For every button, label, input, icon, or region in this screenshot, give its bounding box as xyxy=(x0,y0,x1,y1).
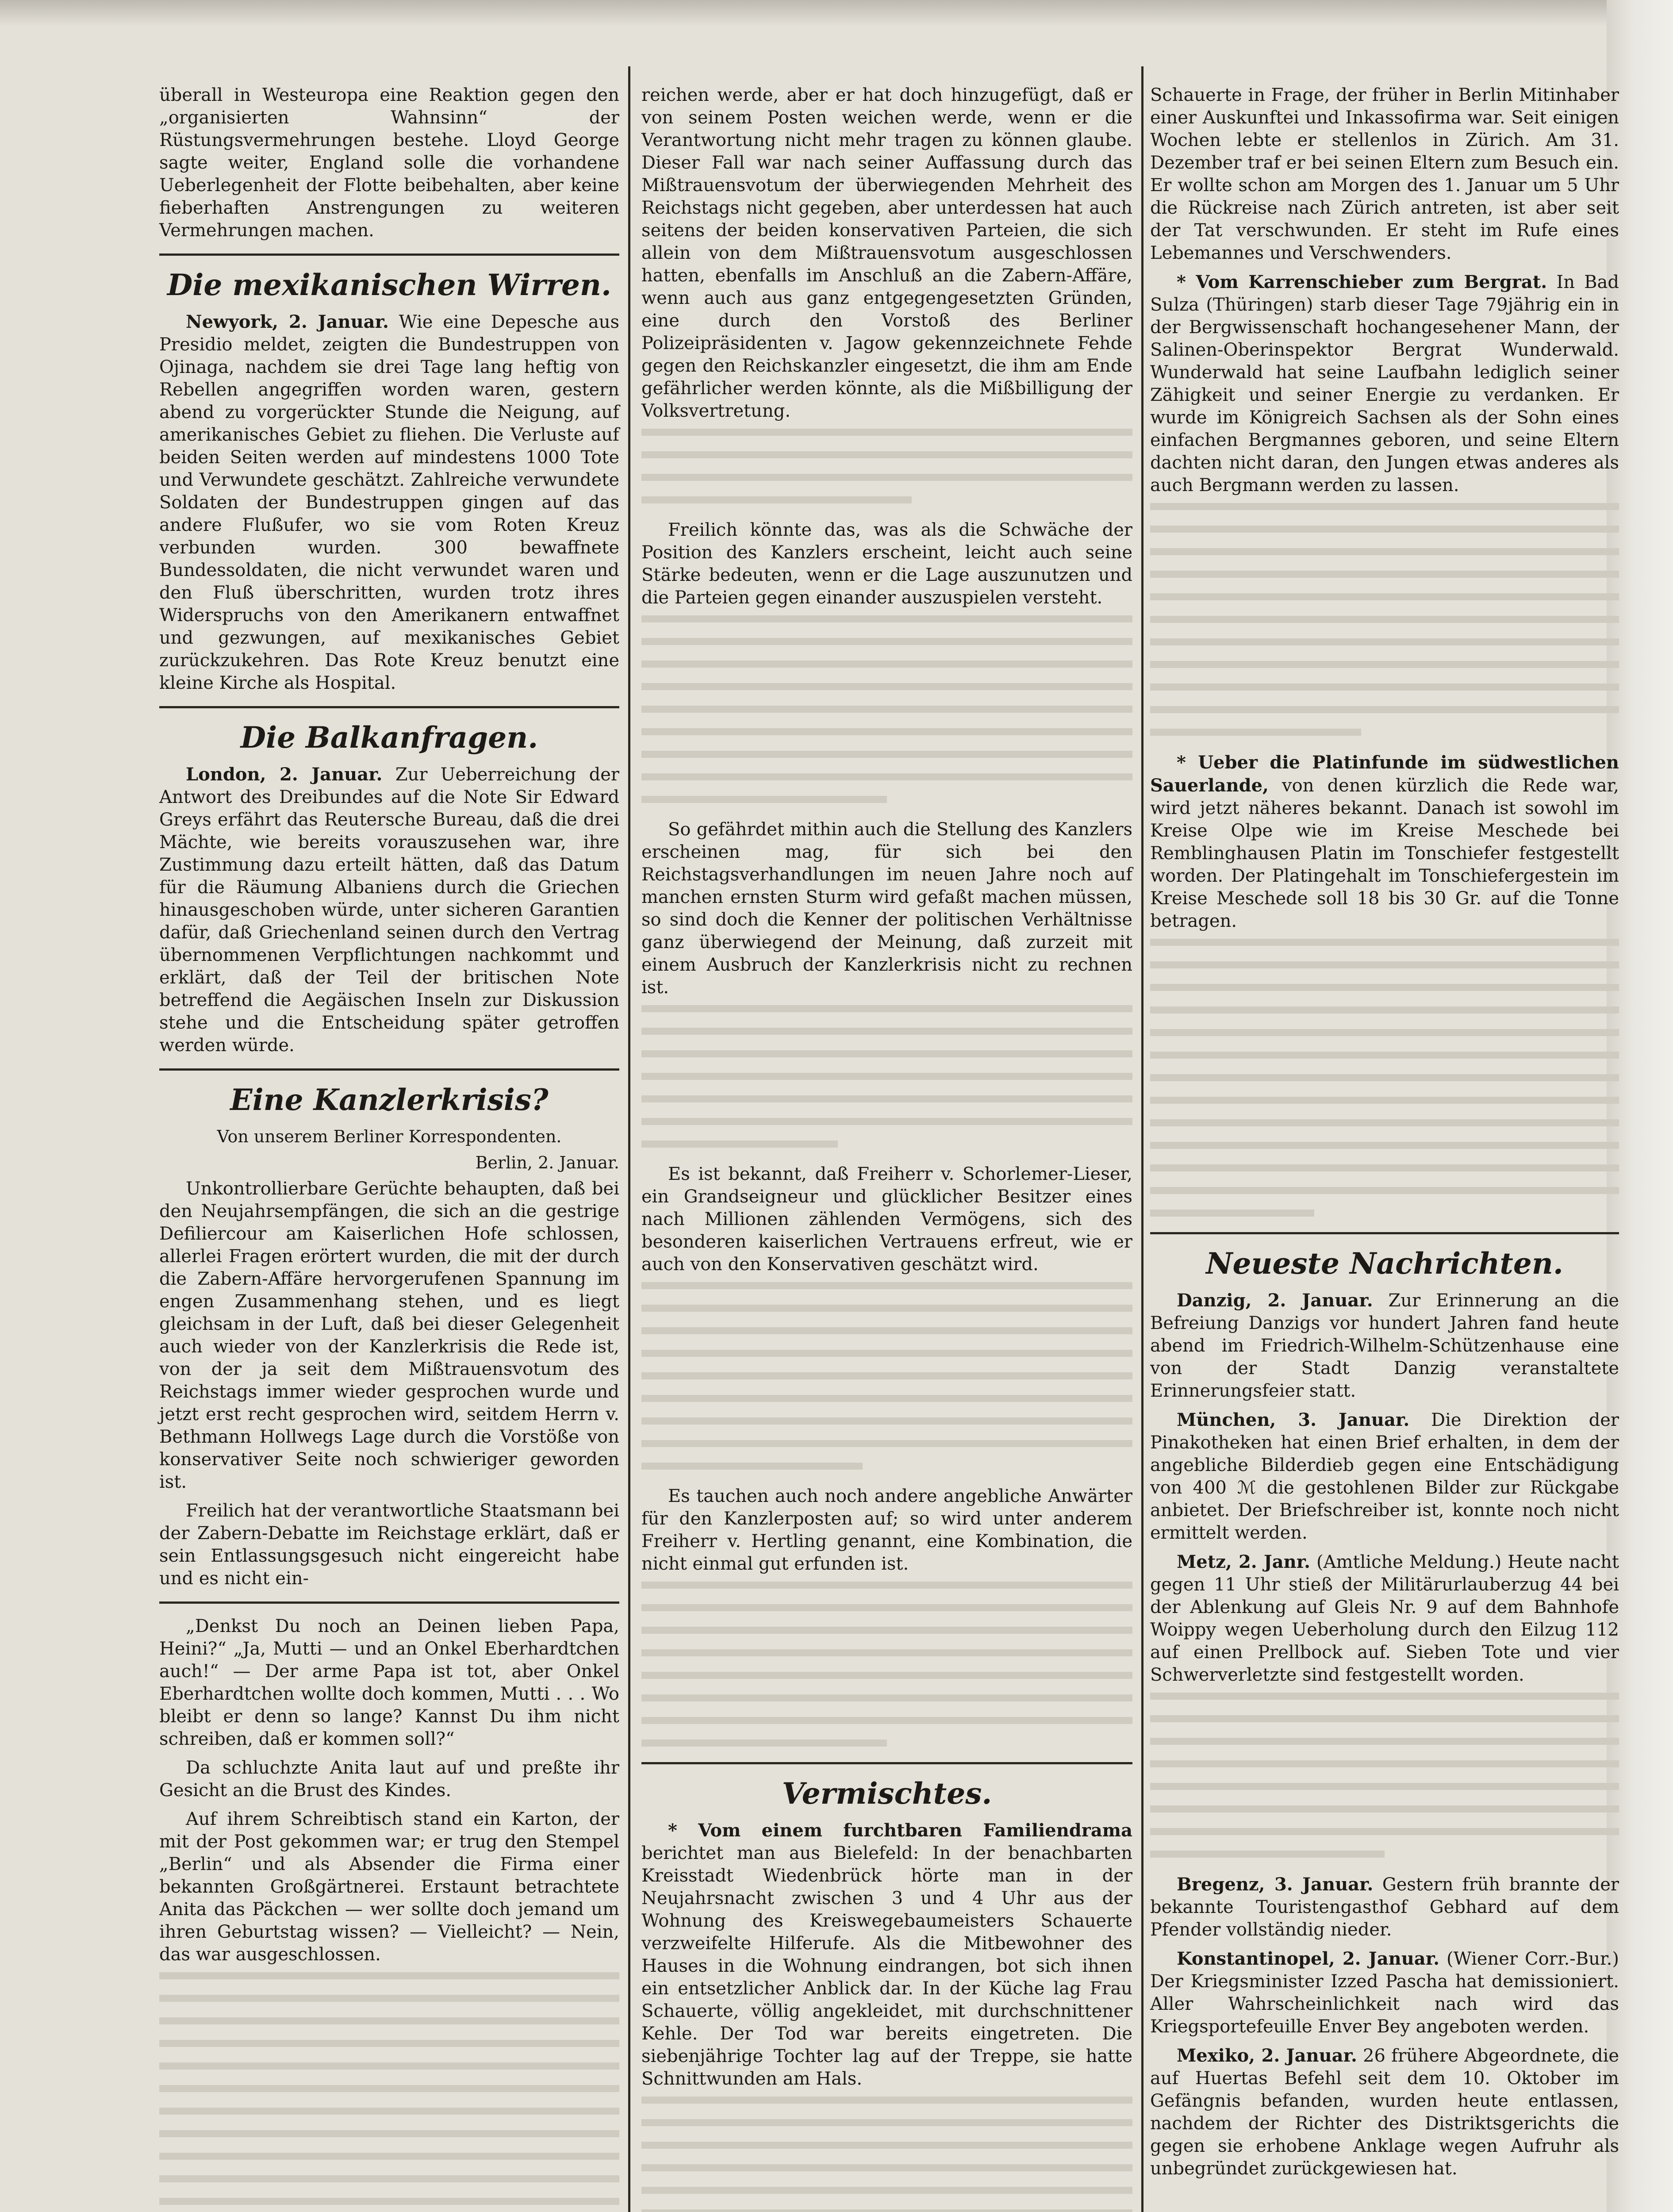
article-bergrat xyxy=(1150,271,1619,497)
column-rule-2 xyxy=(1141,66,1143,2212)
intro-text: überall in Westeuropa eine Reaktion gegen den „organisierten Wahnsinn“ der Rüstungsvermehrungen bestehe. Lloyd George sagte weiter, England solle die vorhandene Ueberlegenheit der Flotte beibehalten, aber keine fieberhaften Anstrengungen zu weiteren Vermehrungen machen. xyxy=(159,85,619,241)
article-lead: * Vom einem furchtbaren Familiendrama xyxy=(668,1820,1132,1841)
news-text-continued xyxy=(1150,1693,1619,1858)
article-text-continued xyxy=(641,1005,1132,1148)
article-paragraph: Unkontrollierbare Gerüchte behaupten, daß bei den Neujahrsempfängen, die sich an die gestrige Defiliercour am Kaiserlichen Hofe schlossen, allerlei Fragen erörtert wurden, die mit der durch die Zabern-Affäre hervorgerufenen Spannung im engen Zusammenhang stehen, und es liegt gleichsam in der Luft, daß bei dieser Gelegenheit auch wieder von der Kanzlerkrisis die Rede ist, von der ja seit dem Mißtrauensvotum des Reichstags immer wieder gesprochen wurde und jetzt erst recht gesprochen wird, seitdem Herrn v. Bethmann Hollwegs Lage durch die Vorstöße von konservativer Seite noch schwieriger geworden ist. xyxy=(159,1179,619,1492)
dateline: Berlin, 2. Januar. xyxy=(475,1153,619,1172)
article-text: Zur Ueberreichung der Antwort des Dreibundes auf die Note Sir Edward Greys erfährt das Reutersche Bureau, daß die drei Mächte, wie bereits vorauszusehen war, ihre Zustimmung dazu erteilt hätten, daß das Datum für die Räumung Albaniens durch die Griechen hinausgeschoben würde, unter sicheren Garantien dafür, daß Griechenland seinen durch den Vertrag übernommenen Verpflichtungen nachkommt und erklärt, daß der Teil der britischen Note betreffend die Aegäischen Inseln zur Diskussion stehe und die Entscheidung später getroffen werden würde. xyxy=(159,764,620,1056)
dateline: Newyork, 2. Januar. xyxy=(186,311,389,332)
column-2 xyxy=(641,84,1132,2212)
headline-kanzler: Eine Kanzlerkrisis? xyxy=(230,1083,549,1117)
article-paragraph: Schauerte in Frage, der früher in Berlin Mitinhaber einer Auskunftei und Inkassofirma war. Seit einigen Wochen lebte er stellenlos in Zürich. Am 31. Dezember traf er bei seinen Eltern zum Besuch ein. Er wollte schon am Morgen des 1. Januar um 5 Uhr die Rückreise nach Zürich antreten, ist aber seit der Tat verschwunden. Er steht im Rufe eines Lebemannes und Verschwenders. xyxy=(1150,85,1619,263)
article-platin xyxy=(1150,751,1619,933)
divider xyxy=(641,1762,1132,1764)
news-text: (Wiener Corr.-Bur.) Der Kriegsminister Izzed Pascha hat demissioniert. Aller Wahrscheinlichkeit nach wird das Kriegsportefeuille Enver Bey angeboten werden. xyxy=(1150,1949,1619,2037)
dateline: Bregenz, 3. Januar. xyxy=(1177,1874,1374,1895)
article-mexiko xyxy=(159,311,619,695)
article-text-continued xyxy=(1150,503,1619,736)
article-text-continued xyxy=(641,429,1132,503)
news-bregenz xyxy=(1150,1873,1619,1941)
article-text-continued xyxy=(641,1282,1132,1470)
article-text: In Bad Sulza (Thüringen) starb dieser Tage 79jährig ein in der Bergwissenschaft hochangesehener Mann, der Salinen-Oberinspektor Bergrat Wunderwald. Wunderwald hat seine Laufbahn lediglich seiner Zähigkeit und seiner Energie zu verdanken. Er wurde im Königreich Sachsen als der Sohn eines einfachen Bergmannes geboren, und seine Eltern dachten nicht daran, den Jungen etwas anderes als auch Bergmann werden zu lassen. xyxy=(1150,272,1619,495)
headline-mexiko: Die mexikanischen Wirren. xyxy=(167,268,611,302)
news-muenchen xyxy=(1150,1409,1619,1544)
news-text: Zur Erinnerung an die Befreiung Danzigs vor hundert Jahren fand heute abend im Friedrich-Wilhelm-Schützenhause eine von der Stadt Danzig veranstaltete Erinnerungsfeier statt. xyxy=(1150,1290,1619,1401)
article-paragraph: Es tauchen auch noch andere angebliche Anwärter für den Kanzlerposten auf; so wird unter anderem Freiherr v. Hertling genannt, eine Kombination, die nicht einmal gut erfunden ist. xyxy=(641,1486,1132,1574)
news-text: 26 frühere Abgeordnete, die auf Huertas Befehl seit dem 10. Oktober im Gefängnis befanden, wurden heute entlassen, nachdem der Richter des Distriktsgerichts die gegen sie erhobene Anklage wegen Aufruhr als unbegründet zurückgewiesen hat. xyxy=(1150,2046,1619,2179)
article-text: berichtet man aus Bielefeld: In der benachbarten Kreisstadt Wiedenbrück hörte man in der Neujahrsnacht zwischen 3 und 4 Uhr aus der Wohnung des Kreiswegebaumeisters Schauerte verzweifelte Hilferufe. Als die Mitbewohner des Hauses in die Wohnung eindrangen, bot sich ihnen ein entsetzlicher Anblick dar. In der Küche lag Frau Schauerte, völlig angekleidet, mit durchschnittener Kehle. Der Tod war bereits eingetreten. Die siebenjährige Tochter lag auf der Treppe, sie hatte Schnittwunden am Hals. xyxy=(641,1843,1132,2089)
divider xyxy=(159,1068,619,1071)
article-familiendrama xyxy=(641,1819,1132,2090)
serial-text-continued xyxy=(159,1972,619,2212)
column-1 xyxy=(159,84,619,2212)
article-paragraph: Es ist bekannt, daß Freiherr v. Schorlemer-Lieser, ein Grandseigneur und glücklicher Besitzer eines nach Millionen zählenden Vermögens, sich des besonderen kaiserlichen Vertrauens erfreut, wie er auch von den Konservativen geschätzt wird. xyxy=(641,1164,1132,1275)
dateline: Konstantinopel, 2. Januar. xyxy=(1177,1948,1440,1969)
dateline: Mexiko, 2. Januar. xyxy=(1177,2045,1357,2066)
dateline: München, 3. Januar. xyxy=(1177,1409,1410,1430)
article-text: von denen kürzlich die Rede war, wird jetzt näheres bekannt. Danach ist sowohl im Kreise Olpe wie im Kreise Meschede bei Remblinghausen Platin im Tonschiefer festgestellt worden. Der Platingehalt im Tonschiefergestein im Kreise Meschede soll 18 bis 30 Gr. auf die Tonne betragen. xyxy=(1150,776,1619,931)
article-lead: * Ueber die Platinfunde im südwestlichen Sauerlande, xyxy=(1150,752,1619,796)
article-paragraph: Freilich hat der verantwortliche Staatsmann bei der Zabern-Debatte im Reichstage erklärt, daß er sein Entlassungsgesuch nicht eingereicht habe und es nicht ein- xyxy=(159,1501,619,1589)
headline-vermischtes: Vermischtes. xyxy=(782,1776,992,1811)
article-paragraph: reichen werde, aber er hat doch hinzugefügt, daß er von seinem Posten weichen werde, wenn er die Verantwortung nicht mehr tragen zu können glaube. Dieser Fall war nach seiner Auffassung durch das Mißtrauensvotum der überwiegenden Mehrheit des Reichstags nicht gegeben, aber unterdessen hat auch seitens der beiden konservativen Parteien, die sich allein von dem Mißtrauensvotum ausgeschlossen hatten, ebenfalls im Anschluß an die Zabern-Affäre, wenn auch aus ganz entgegengesetzten Gründen, eine durch den Vorstoß des Berliner Polizeipräsidenten v. Jagow gekennzeichnete Fehde gegen den Reichskanzler eingesetzt, die ihm am Ende gefährlicher werden könnte, als die Mißbilligung der Volksvertretung. xyxy=(641,85,1132,421)
byline: Von unserem Berliner Korrespondenten. xyxy=(217,1127,562,1146)
serial-paragraph: „Denkst Du noch an Deinen lieben Papa, Heini?“ „Ja, Mutti — und an Onkel Eberhardtchen auch!“ — Der arme Papa ist tot, aber Onkel Eberhardtchen wollte doch kommen, Mutti . . . Wo bleibt er denn so lange? Kannst Du ihm nicht schreiben, daß er kommen soll?“ xyxy=(159,1616,619,1749)
divider xyxy=(159,706,619,708)
article-text-continued xyxy=(641,615,1132,803)
news-metz xyxy=(1150,1551,1619,1686)
dateline: Metz, 2. Janr. xyxy=(1177,1551,1311,1572)
article-paragraph: So gefährdet mithin auch die Stellung des Kanzlers erscheinen mag, für sich bei den Reichstagsverhandlungen im neuen Jahre noch auf manchen ernsten Sturm wird gefaßt machen müssen, so sind doch die Kenner der politischen Verhältnisse ganz überwiegend der Meinung, daß zurzeit mit einem Ausbruch der Kanzlerkrisis nicht zu rechnen ist. xyxy=(641,819,1132,998)
news-konstantinopel xyxy=(1150,1947,1619,2038)
article-paragraph: Freilich könnte das, was als die Schwäche der Position des Kanzlers erscheint, leicht auch seine Stärke bedeuten, wenn er die Lage auszunutzen und die Parteien gegen einander auszuspielen versteht. xyxy=(641,520,1132,608)
serial-paragraph: Auf ihrem Schreibtisch stand ein Karton, der mit der Post gekommen war; er trug den Stempel „Berlin“ und als Absender die Firma einer bekannten Großgärtnerei. Erstaunt betrachtete Anita das Päckchen — wer sollte doch jemand um ihren Geburtstag wissen? — Vielleicht? — Nein, das war ausgeschlossen. xyxy=(159,1809,619,1965)
serial-paragraph: Da schluchzte Anita laut auf und preßte ihr Gesicht an die Brust des Kindes. xyxy=(159,1758,619,1801)
column-rule-1 xyxy=(628,66,630,2212)
article-text: Wie eine Depesche aus Presidio meldet, zeigten die Bundestruppen von Ojinaga, nachdem sie drei Tage lang heftig von Rebellen angegriffen worden waren, gestern abend zu vorgerückter Stunde die Neigung, auf amerikanisches Gebiet zu fliehen. Die Verluste auf beiden Seiten werden auf mindestens 1000 Tote und Verwundete geschätzt. Zahlreiche verwundete Soldaten der Bundestruppen gingen auf das andere Flußufer, wo sie vom Roten Kreuz verbunden wurden. 300 bewaffnete Bundessoldaten, die nicht verwundet waren und den Fluß überschritten, wurden trotz ihres Widerspruchs von den Amerikanern entwaffnet und gezwungen, auf mexikanisches Gebiet zurückzukehren. Das Rote Kreuz benutzt eine kleine Kirche als Hospital. xyxy=(159,312,620,693)
article-text-continued xyxy=(641,2097,1132,2212)
news-danzig xyxy=(1150,1289,1619,1402)
dateline: Danzig, 2. Januar. xyxy=(1177,1290,1373,1311)
feuilleton-divider xyxy=(159,1601,619,1604)
column-3 xyxy=(1150,84,1619,2186)
divider xyxy=(1150,1232,1619,1234)
news-text: (Amtliche Meldung.) Heute nacht gegen 11 Uhr stieß der Militärurlauberzug 44 bei der Ablenkung auf Gleis Nr. 9 auf dem Bahnhofe Woippy wegen Ueberholung durch den Eilzug 112 auf einen Prellbock auf. Sieben Tote und vier Schwerverletzte sind festgestellt worden. xyxy=(1150,1552,1619,1685)
divider xyxy=(159,253,619,256)
news-text: Gestern früh brannte der bekannte Touristengasthof Gebhard auf dem Pfender vollständig nieder. xyxy=(1150,1874,1619,1940)
article-lead: * Vom Karrenschieber zum Bergrat. xyxy=(1177,272,1547,292)
news-text: Die Direktion der Pinakotheken hat einen Brief erhalten, in dem der angebliche Bilderdieb gegen eine Entschädigung von 400 ℳ die gestohlenen Bilder zur Rückgabe anbietet. Der Briefschreiber ist, konnte noch nicht ermittelt werden. xyxy=(1150,1410,1619,1543)
dateline: London, 2. Januar. xyxy=(186,764,383,785)
article-text-continued xyxy=(641,1582,1132,1747)
scan-top-edge xyxy=(0,0,1673,27)
article-balkan xyxy=(159,763,619,1057)
article-text-continued xyxy=(1150,939,1619,1217)
headline-balkan: Die Balkanfragen. xyxy=(240,720,538,755)
headline-neueste-nachrichten: Neueste Nachrichten. xyxy=(1206,1246,1563,1281)
news-mexiko xyxy=(1150,2044,1619,2180)
